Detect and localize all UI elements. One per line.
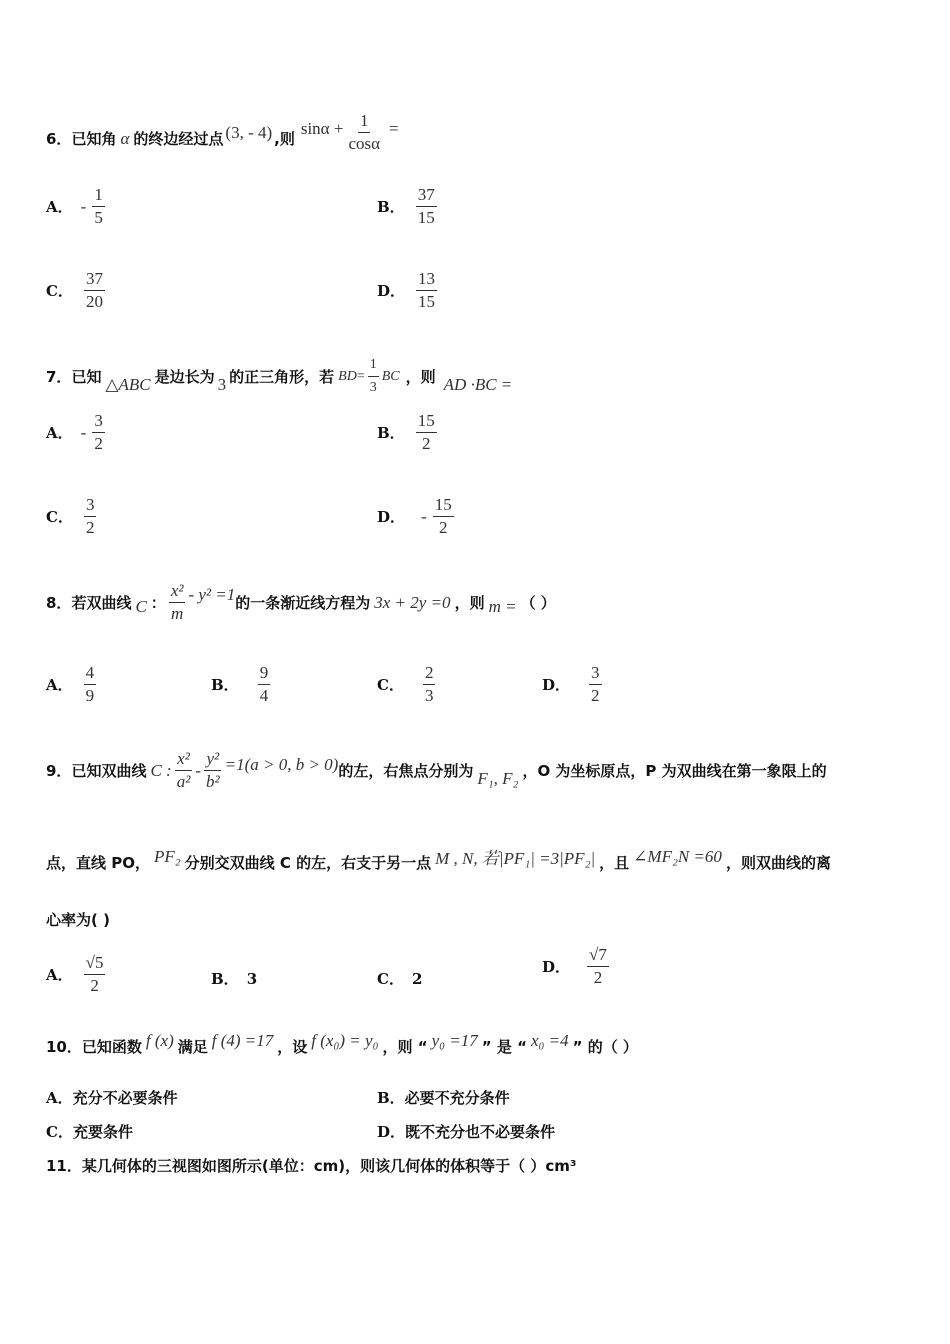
q9-f1-num: x² xyxy=(175,750,192,771)
q10-text-5: ” 是 “ xyxy=(481,1038,527,1056)
q9-option-b[interactable] xyxy=(211,968,257,989)
q6-option-a-num: 1 xyxy=(92,186,105,207)
q8-option-a-num: 4 xyxy=(84,664,97,685)
q6-frac-den: cosα xyxy=(348,134,381,153)
q6-point: (3, - 4) xyxy=(225,122,273,142)
q6-option-c-label: C． xyxy=(46,282,73,300)
q6-option-b-fraction xyxy=(416,186,437,227)
q8-option-d-den: 2 xyxy=(591,686,600,705)
q10-option-c[interactable] xyxy=(46,1121,133,1142)
q7-frac-den: 3 xyxy=(369,380,377,395)
q7-dot-expr: AD ·BC = xyxy=(443,374,513,394)
q9-option-b-label: B． xyxy=(211,970,239,988)
q9-line2-text-4: ，则双曲线的离 xyxy=(725,854,831,872)
q8-text-2: 的一条渐近线方程为 xyxy=(235,594,371,612)
q8-option-a-label: A． xyxy=(46,676,73,694)
q6-text-3: ,则 xyxy=(274,130,295,148)
q9-option-b-value: 3 xyxy=(246,969,258,988)
q7-text-1: 已知 xyxy=(71,368,102,386)
q9-option-d-fraction xyxy=(587,946,609,987)
q7-vec-eq: = xyxy=(356,368,365,384)
q7-option-a-num: 3 xyxy=(92,412,105,433)
q7-option-a-label: A． xyxy=(46,424,73,442)
q8-frac-num: x² xyxy=(169,582,186,603)
q10-text-6: ” 的（ ） xyxy=(572,1038,638,1056)
q9-line2-text-2: 分别交双曲线 C 的左，右支于另一点 xyxy=(184,854,432,872)
q7-option-c-den: 2 xyxy=(85,518,95,537)
q9-line-3: 心率为( ) xyxy=(46,911,110,929)
question-9-line-3 xyxy=(46,909,110,930)
q10-option-d-text: D．既不充分也不必要条件 xyxy=(377,1123,556,1141)
q9-text-1: 已知双曲线 xyxy=(71,762,147,780)
q8-text-1: 若双曲线 xyxy=(71,594,132,612)
q6-option-b-den: 15 xyxy=(417,208,435,227)
q10-fx0: f (x₀) = y₀ xyxy=(311,1030,379,1050)
q7-text-2: 是边长为 xyxy=(154,368,215,386)
q10-option-d[interactable] xyxy=(377,1121,555,1142)
q7-option-a-den: 2 xyxy=(94,434,103,453)
q6-option-b-num: 37 xyxy=(416,186,437,207)
q10-number: 10． xyxy=(46,1038,82,1056)
q7-number: 7． xyxy=(46,368,72,386)
q11-text: 11．某几何体的三视图如图所示(单位：cm)，则该几何体的体积等于（ ）cm³ xyxy=(46,1157,577,1175)
q9-angle: ∠MF₂N =60 xyxy=(633,846,722,866)
q9-condition: =1(a > 0, b > 0) xyxy=(224,754,339,774)
q9-pf2: PF₂ xyxy=(153,846,181,866)
q10-option-a[interactable] xyxy=(46,1087,178,1108)
q6-option-c-num: 37 xyxy=(84,270,105,291)
q7-option-b-den: 2 xyxy=(421,434,431,453)
q6-alpha: α xyxy=(120,128,130,148)
q7-option-c-fraction xyxy=(84,496,97,537)
q6-option-d-num: 13 xyxy=(416,270,437,291)
q7-frac-num: 1 xyxy=(368,356,379,377)
question-6 xyxy=(46,111,399,159)
question-7 xyxy=(46,356,512,397)
q8-paren: （ ） xyxy=(520,594,556,612)
q8-option-c-den: 3 xyxy=(424,686,434,705)
q6-option-d-fraction xyxy=(416,270,437,311)
question-10 xyxy=(46,1030,638,1057)
q9-fraction-2 xyxy=(204,750,222,791)
q8-number: 8． xyxy=(46,594,72,612)
q7-fraction xyxy=(368,356,379,397)
q9-option-d-den: 2 xyxy=(593,968,603,987)
q6-option-a-sign: - xyxy=(80,196,87,216)
q9-option-c-value: 2 xyxy=(411,969,423,988)
q8-option-d-num: 3 xyxy=(589,664,602,685)
q6-option-a-den: 5 xyxy=(94,208,103,227)
q8-option-b-fraction xyxy=(258,664,271,705)
q7-option-a[interactable] xyxy=(46,412,108,453)
q7-option-c-label: C． xyxy=(46,508,73,526)
q7-side: 3 xyxy=(217,374,227,394)
q9-c-colon: C : xyxy=(150,760,172,780)
q8-option-d-label: D． xyxy=(542,676,571,694)
q9-fraction-1 xyxy=(175,750,193,791)
question-11 xyxy=(46,1155,576,1176)
q7-option-d[interactable] xyxy=(377,496,457,537)
q6-expr-sin: sinα + xyxy=(300,118,344,138)
q10-y0: y₀ =17 xyxy=(431,1030,478,1050)
q8-colon: ： xyxy=(150,594,166,612)
q6-option-a-fraction xyxy=(92,186,105,227)
q8-text-3: ，则 xyxy=(454,594,485,612)
q9-line2-text-3: ，且 xyxy=(599,854,630,872)
q6-option-d-den: 15 xyxy=(418,292,436,311)
q8-option-a-den: 9 xyxy=(85,686,95,705)
q6-option-a-label: A． xyxy=(46,198,73,216)
q6-text-1: 已知角 xyxy=(71,130,117,148)
q8-fraction xyxy=(169,582,186,623)
q9-option-d-num: √7 xyxy=(587,946,609,967)
q8-option-b-num: 9 xyxy=(258,664,271,685)
q7-vec-bd: BD xyxy=(338,368,357,384)
question-8 xyxy=(46,582,556,623)
q8-frac-den: m xyxy=(171,604,184,623)
q7-option-a-sign: - xyxy=(80,422,87,442)
q9-option-a-fraction xyxy=(84,954,106,995)
q10-option-b-text: B．必要不充分条件 xyxy=(377,1089,510,1107)
q7-text-3: 的正三角形，若 xyxy=(229,368,335,386)
q10-fx: f (x) xyxy=(145,1030,174,1050)
q7-option-d-fraction xyxy=(433,496,454,537)
q8-asymptote: 3x + 2y =0 xyxy=(374,592,451,612)
q8-option-a-fraction xyxy=(84,664,97,705)
q9-f2-den: b² xyxy=(205,772,220,791)
q8-rest: - y² =1 xyxy=(188,584,236,604)
q8-option-b-den: 4 xyxy=(259,686,269,705)
q9-f2-num: y² xyxy=(204,750,221,771)
q9-option-d-label: D． xyxy=(542,958,571,976)
q10-text-2: 满足 xyxy=(177,1038,208,1056)
q7-option-b-fraction xyxy=(416,412,437,453)
q6-option-c[interactable] xyxy=(46,270,108,311)
q7-option-c[interactable] xyxy=(46,496,99,537)
q9-option-a-den: 2 xyxy=(90,976,99,995)
q9-option-a-num: √5 xyxy=(84,954,106,975)
q8-option-d[interactable] xyxy=(542,664,605,705)
q6-option-a[interactable] xyxy=(46,186,108,227)
q7-option-d-den: 2 xyxy=(438,518,448,537)
q7-text-4: ，则 xyxy=(405,368,436,386)
q10-f4: f (4) =17 xyxy=(211,1030,274,1050)
q8-m-expr: m = xyxy=(488,596,517,616)
q7-option-d-label: D． xyxy=(377,508,406,526)
q9-option-a[interactable] xyxy=(46,954,108,995)
q6-option-b[interactable] xyxy=(377,186,440,227)
q9-option-c[interactable] xyxy=(377,968,422,989)
q6-option-c-fraction xyxy=(84,270,105,311)
q8-option-b[interactable] xyxy=(211,664,273,705)
q7-vec-bc: BC xyxy=(381,368,400,384)
q7-option-a-fraction xyxy=(92,412,105,453)
q10-option-b[interactable] xyxy=(377,1087,510,1108)
q10-text-1: 已知函数 xyxy=(81,1038,142,1056)
q10-x0: x₀ =4 xyxy=(530,1030,569,1050)
q6-option-d[interactable] xyxy=(377,270,440,311)
q7-option-d-sign: - xyxy=(421,506,427,526)
question-9-line-2 xyxy=(46,846,831,875)
q9-text-2: 的左，右焦点分别为 xyxy=(338,762,474,780)
q8-option-b-label: B． xyxy=(211,676,239,694)
q10-text-3: ，设 xyxy=(277,1038,308,1056)
q7-triangle: △ABC xyxy=(105,374,151,394)
q6-option-c-den: 20 xyxy=(85,292,103,311)
q6-option-d-label: D． xyxy=(377,282,406,300)
q8-option-c-num: 2 xyxy=(423,664,436,685)
q9-option-a-label: A． xyxy=(46,966,73,984)
q9-foci: F₁, F₂ xyxy=(477,768,519,788)
q8-curve: C xyxy=(135,596,147,616)
q7-option-d-num: 15 xyxy=(433,496,454,517)
q9-minus: - xyxy=(195,760,201,780)
q9-text-3: ，O 为坐标原点，P 为双曲线在第一象限上的 xyxy=(522,762,827,780)
q9-option-c-label: C． xyxy=(377,970,404,988)
q7-option-b[interactable] xyxy=(377,412,440,453)
q9-f1-den: a² xyxy=(176,772,191,791)
q10-option-a-text: A．充分不必要条件 xyxy=(46,1089,178,1107)
q10-text-4: ，则 “ xyxy=(382,1038,428,1056)
q10-option-c-text: C．充要条件 xyxy=(46,1123,133,1141)
q7-option-c-num: 3 xyxy=(84,496,97,517)
q8-option-a[interactable] xyxy=(46,664,99,705)
q6-frac-num: 1 xyxy=(358,112,371,133)
q9-mn-condition: M , N, 若|PF₁| =3|PF₂| xyxy=(435,849,596,868)
question-9-line-1 xyxy=(46,750,827,791)
q6-fraction xyxy=(346,112,382,153)
q6-text-2: 的终边经过点 xyxy=(133,130,224,148)
q6-option-b-label: B． xyxy=(377,198,405,216)
q9-option-d[interactable] xyxy=(542,946,612,987)
q8-option-c-fraction xyxy=(423,664,436,705)
q9-line2-text-1: 点，直线 PO， xyxy=(46,854,150,872)
q8-option-c-label: C． xyxy=(377,676,404,694)
q8-option-d-fraction xyxy=(589,664,602,705)
q9-number: 9． xyxy=(46,762,72,780)
q7-option-b-label: B． xyxy=(377,424,405,442)
q6-equals: = xyxy=(389,118,399,138)
q6-number: 6． xyxy=(46,130,72,148)
q7-option-b-num: 15 xyxy=(416,412,437,433)
q8-option-c[interactable] xyxy=(377,664,438,705)
